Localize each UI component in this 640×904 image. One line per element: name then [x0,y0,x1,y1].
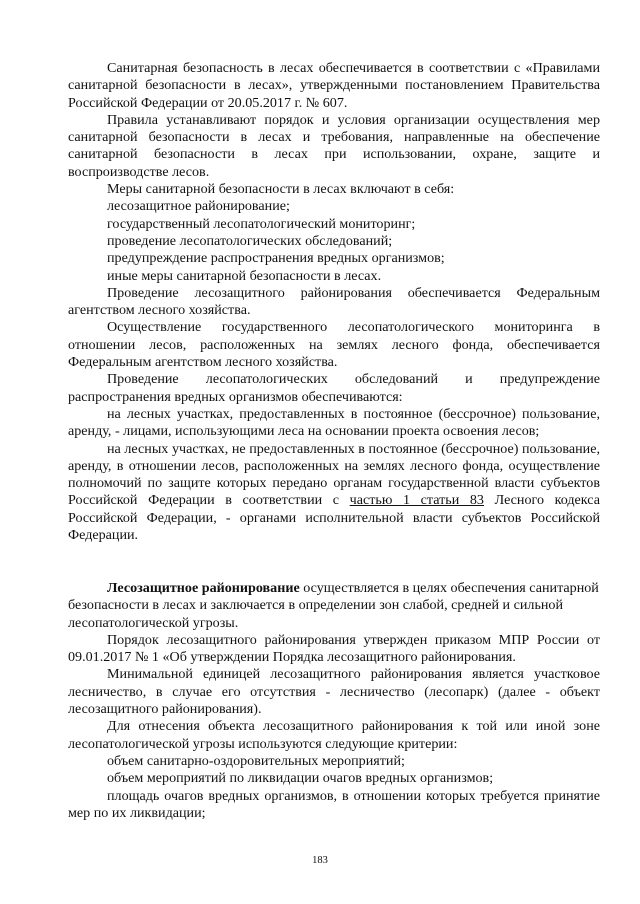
list-item: предупреждение распространения вредных организмов; [107,250,445,267]
paragraph-text: на лесных участках, не предоставленных в постоянное (бессрочное) пользование, аренду, в отношении лесов, расположенных на землях лесного фонда, осуществление полномочий по защите которых передано органам государственной власти субъектов Российской Федерации в соответствии с [68,440,600,509]
list-item: проведение лесопатологических обследований; [107,232,393,249]
page-number: 183 [312,855,328,866]
paragraph: Осуществление государственного лесопатологического мониторинга в отношении лесов, расположенных на землях лесного фонда, обеспечивается Федеральным агентством лесного хозяйства. [68,319,600,371]
paragraph: Санитарная безопасность в лесах обеспечивается в соответствии с «Правилами санитарной безопасности в лесах», утвержденными постановлением Правительства Российской Федерации от 20.05.2017 г. № 607. [68,60,600,111]
term-heading: Лесозащитное районирование [107,580,300,596]
paragraph: Для отнесения объекта лесозащитного районирования к той или иной зоне лесопатологической угрозы используются следующие критерии: [68,718,600,752]
paragraph: Проведение лесозащитного районирования обеспечивается Федеральным агентством лесного хозяйства. [68,284,600,319]
paragraph: площадь очагов вредных организмов, в отношении которых требуется принятие мер по их ликвидации; [68,787,600,821]
list-item: объем санитарно-оздоровительных мероприятий; [107,752,405,769]
section-sanitary-safety [68,60,600,544]
paragraph: Меры санитарной безопасности в лесах включают в себя: [107,181,455,198]
list-item: лесозащитное районирование; [107,198,290,215]
paragraph-text: осуществляется в целях обеспечения санитарной безопасности в лесах и заключается в определении зон слабой, средней и сильной лесопатологической угрозы. [68,580,599,631]
list-item: иные меры санитарной безопасности в лесах. [107,267,382,284]
paragraph [68,441,600,545]
paragraph: Порядок лесозащитного районирования утвержден приказом МПР России от 09.01.2017 № 1 «Об утверждении Порядка лесозащитного районирования. [68,631,600,666]
section-forest-protection-zoning [68,580,600,822]
paragraph: Минимальной единицей лесозащитного районирования является участковое лесничество, в случае его отсутствия - лесничество (лесопарк) (далее - объект лесозащитного районирования). [68,666,600,718]
paragraph: Проведение лесопатологических обследований и предупреждение распространения вредных организмов обеспечиваются: [68,371,600,405]
paragraph-text: Лесного кодекса Российской Федерации, - органами исполнительной власти субъектов Российской Федерации. [68,492,600,544]
list-item: объем мероприятий по ликвидации очагов вредных организмов; [107,770,494,787]
law-article-link[interactable]: частью 1 статьи 83 [349,492,484,509]
paragraph: на лесных участках, предоставленных в постоянное (бессрочное) пользование, аренду, - лицами, использующими леса на основании проекта освоения лесов; [68,405,600,440]
list-item: государственный лесопатологический мониторинг; [107,215,416,232]
paragraph: Правила устанавливают порядок и условия организации осуществления мер санитарной безопасности в лесах и требования, направленные на обеспечение санитарной безопасности в лесах при использовании, охране, защите и воспроизводстве лесов. [68,111,600,180]
paragraph [68,580,600,632]
